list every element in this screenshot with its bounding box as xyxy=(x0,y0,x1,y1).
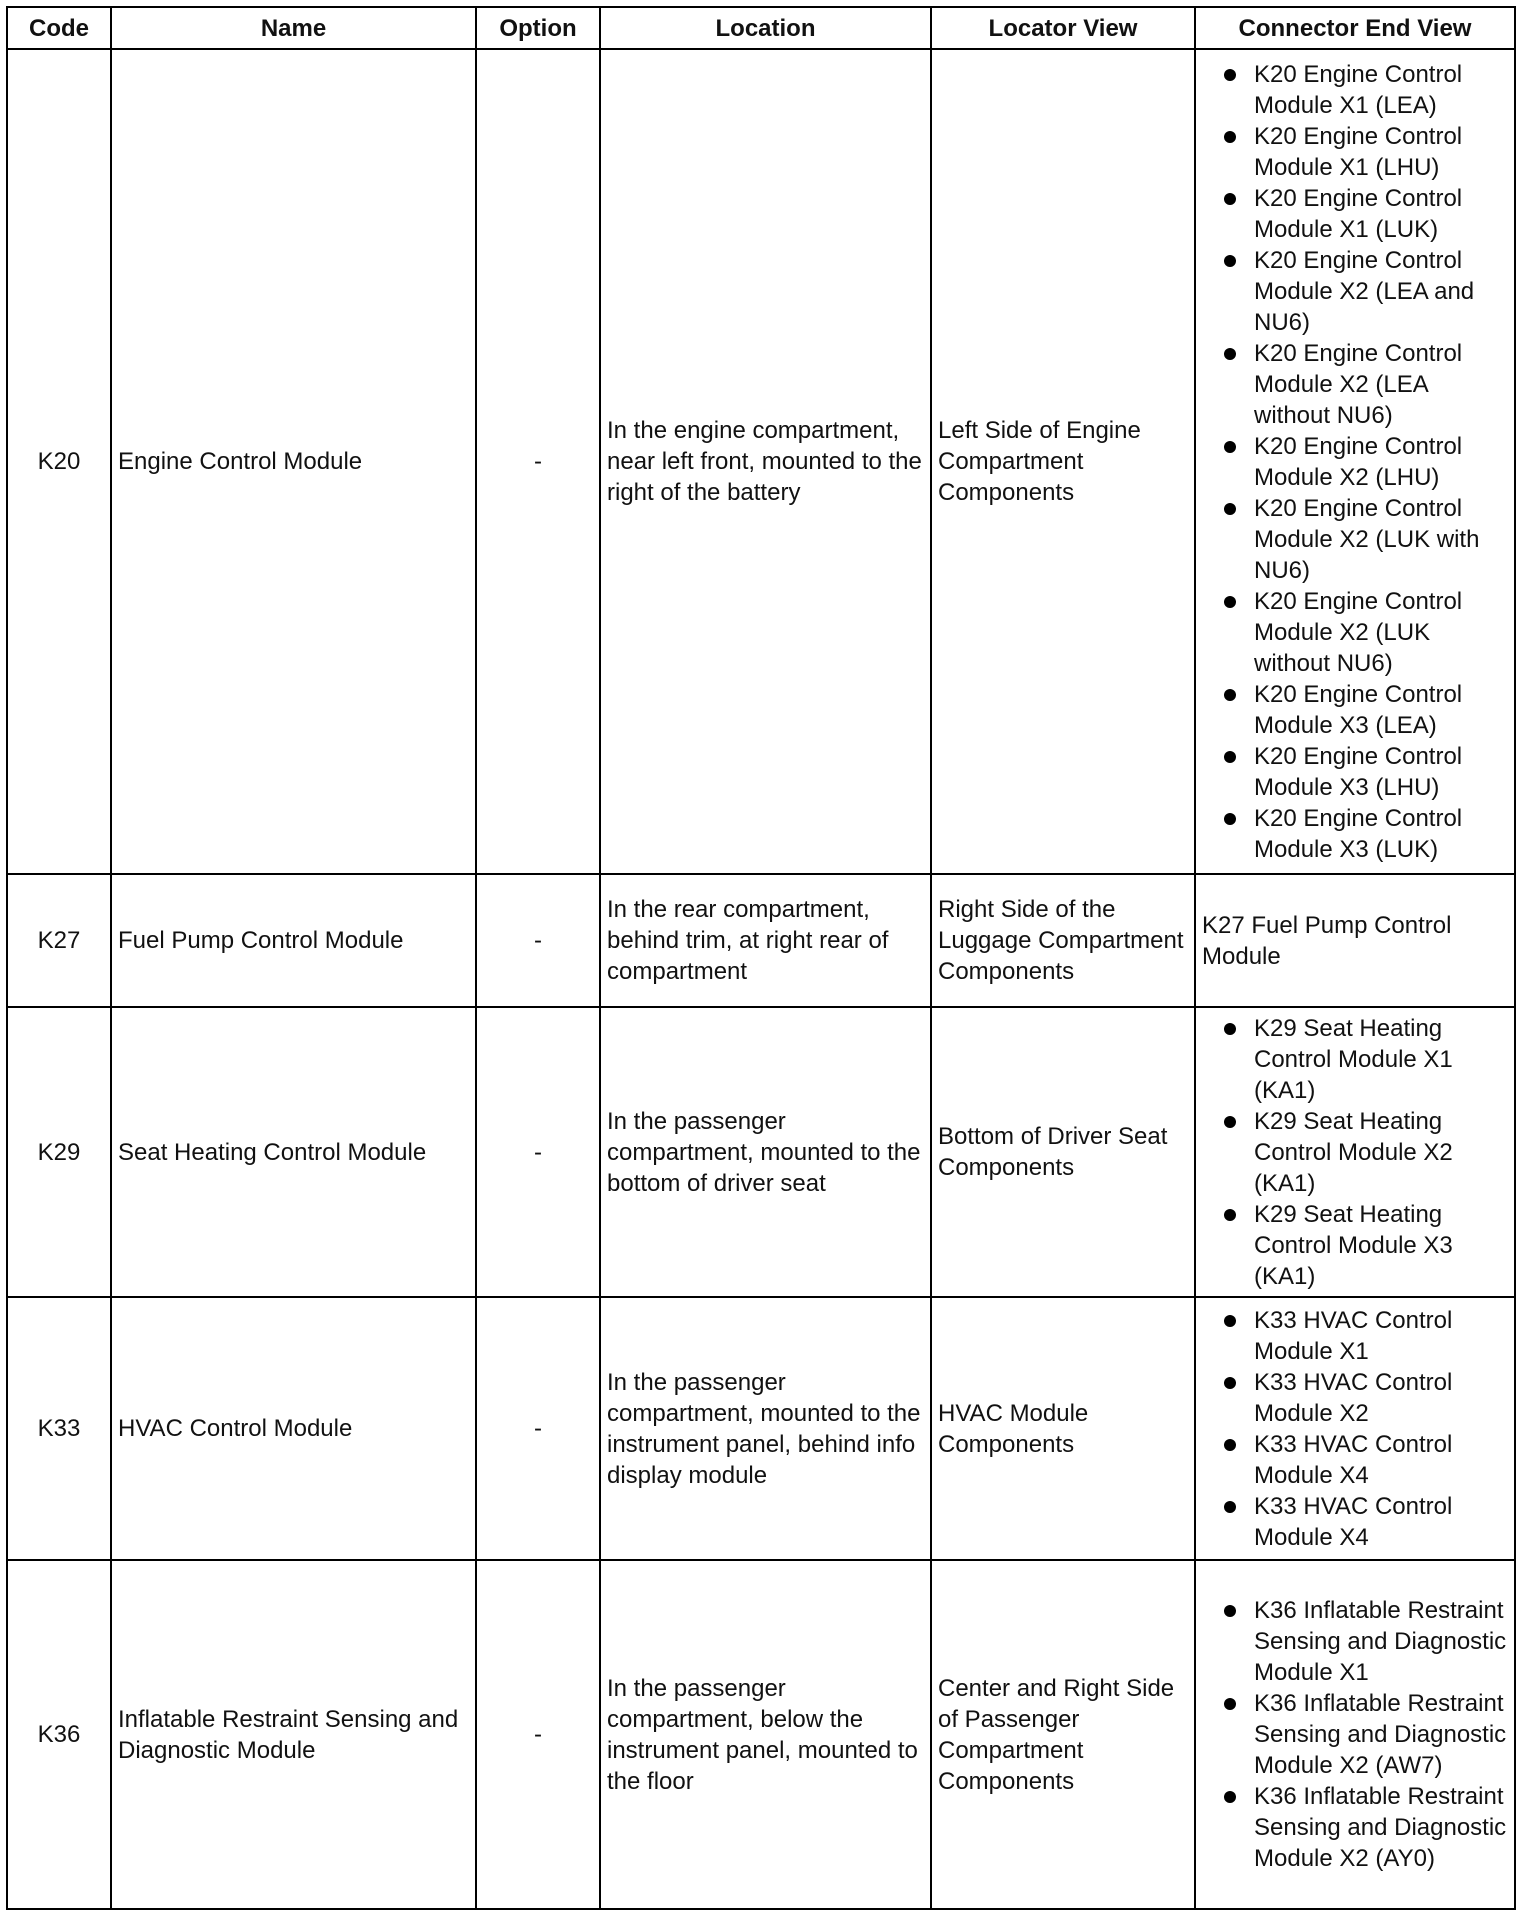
connector-item: K20 Engine Control Module X1 (LHU) xyxy=(1202,121,1508,183)
cell-code: K33 xyxy=(7,1297,111,1560)
cell-location: In the passenger compartment, mounted to the instrument panel, behind info display module xyxy=(600,1297,931,1560)
table-row xyxy=(7,1297,1515,1560)
cell-locator-view: HVAC Module Components xyxy=(931,1297,1195,1560)
header-code: Code xyxy=(7,7,111,49)
connector-list xyxy=(1202,59,1508,865)
cell-connector-end-view: K27 Fuel Pump Control Module xyxy=(1195,874,1515,1007)
component-locator-table xyxy=(6,6,1516,1910)
connector-item: K20 Engine Control Module X3 (LEA) xyxy=(1202,679,1508,741)
connector-item: K20 Engine Control Module X3 (LUK) xyxy=(1202,803,1508,865)
connector-item: K33 HVAC Control Module X4 xyxy=(1202,1429,1508,1491)
connector-item: K36 Inflatable Restraint Sensing and Diagnostic Module X1 xyxy=(1202,1595,1508,1688)
table-row xyxy=(7,49,1515,874)
cell-option: - xyxy=(476,1007,600,1297)
cell-code: K29 xyxy=(7,1007,111,1297)
table-row xyxy=(7,1007,1515,1297)
header-locator-view: Locator View xyxy=(931,7,1195,49)
cell-option: - xyxy=(476,1297,600,1560)
connector-item: K20 Engine Control Module X3 (LHU) xyxy=(1202,741,1508,803)
header-name: Name xyxy=(111,7,476,49)
cell-location: In the rear compartment, behind trim, at right rear of compartment xyxy=(600,874,931,1007)
connector-item: K20 Engine Control Module X2 (LUK without NU6) xyxy=(1202,586,1508,679)
cell-name: Inflatable Restraint Sensing and Diagnostic Module xyxy=(111,1560,476,1909)
cell-option: - xyxy=(476,874,600,1007)
connector-item: K33 HVAC Control Module X4 xyxy=(1202,1491,1508,1553)
cell-connector-end-view xyxy=(1195,1007,1515,1297)
cell-name: HVAC Control Module xyxy=(111,1297,476,1560)
table-row xyxy=(7,1560,1515,1909)
connector-item: K29 Seat Heating Control Module X2 (KA1) xyxy=(1202,1106,1508,1199)
cell-code: K27 xyxy=(7,874,111,1007)
connector-item: K20 Engine Control Module X2 (LUK with NU6) xyxy=(1202,493,1508,586)
cell-locator-view: Right Side of the Luggage Compartment Components xyxy=(931,874,1195,1007)
cell-location: In the passenger compartment, below the instrument panel, mounted to the floor xyxy=(600,1560,931,1909)
cell-connector-end-view xyxy=(1195,1297,1515,1560)
cell-locator-view: Bottom of Driver Seat Components xyxy=(931,1007,1195,1297)
cell-option: - xyxy=(476,1560,600,1909)
header-option: Option xyxy=(476,7,600,49)
connector-list xyxy=(1202,1305,1508,1553)
connector-item: K20 Engine Control Module X1 (LUK) xyxy=(1202,183,1508,245)
cell-name: Fuel Pump Control Module xyxy=(111,874,476,1007)
connector-item: K20 Engine Control Module X2 (LEA and NU6) xyxy=(1202,245,1508,338)
table-row xyxy=(7,874,1515,1007)
connector-item: K33 HVAC Control Module X2 xyxy=(1202,1367,1508,1429)
cell-location: In the engine compartment, near left front, mounted to the right of the battery xyxy=(600,49,931,874)
header-row xyxy=(7,7,1515,49)
cell-name: Engine Control Module xyxy=(111,49,476,874)
cell-code: K36 xyxy=(7,1560,111,1909)
connector-item: K36 Inflatable Restraint Sensing and Diagnostic Module X2 (AY0) xyxy=(1202,1781,1508,1874)
cell-locator-view: Left Side of Engine Compartment Components xyxy=(931,49,1195,874)
cell-connector-end-view xyxy=(1195,1560,1515,1909)
connector-list xyxy=(1202,1595,1508,1874)
connector-item: K20 Engine Control Module X2 (LEA without NU6) xyxy=(1202,338,1508,431)
connector-item: K29 Seat Heating Control Module X3 (KA1) xyxy=(1202,1199,1508,1292)
connector-list xyxy=(1202,1013,1508,1292)
header-location: Location xyxy=(600,7,931,49)
cell-location: In the passenger compartment, mounted to the bottom of driver seat xyxy=(600,1007,931,1297)
cell-connector-end-view xyxy=(1195,49,1515,874)
cell-code: K20 xyxy=(7,49,111,874)
connector-item: K29 Seat Heating Control Module X1 (KA1) xyxy=(1202,1013,1508,1106)
connector-item: K20 Engine Control Module X2 (LHU) xyxy=(1202,431,1508,493)
connector-item: K36 Inflatable Restraint Sensing and Diagnostic Module X2 (AW7) xyxy=(1202,1688,1508,1781)
header-connector-end-view: Connector End View xyxy=(1195,7,1515,49)
cell-name: Seat Heating Control Module xyxy=(111,1007,476,1297)
cell-option: - xyxy=(476,49,600,874)
connector-item: K20 Engine Control Module X1 (LEA) xyxy=(1202,59,1508,121)
connector-item: K33 HVAC Control Module X1 xyxy=(1202,1305,1508,1367)
cell-locator-view: Center and Right Side of Passenger Compartment Components xyxy=(931,1560,1195,1909)
